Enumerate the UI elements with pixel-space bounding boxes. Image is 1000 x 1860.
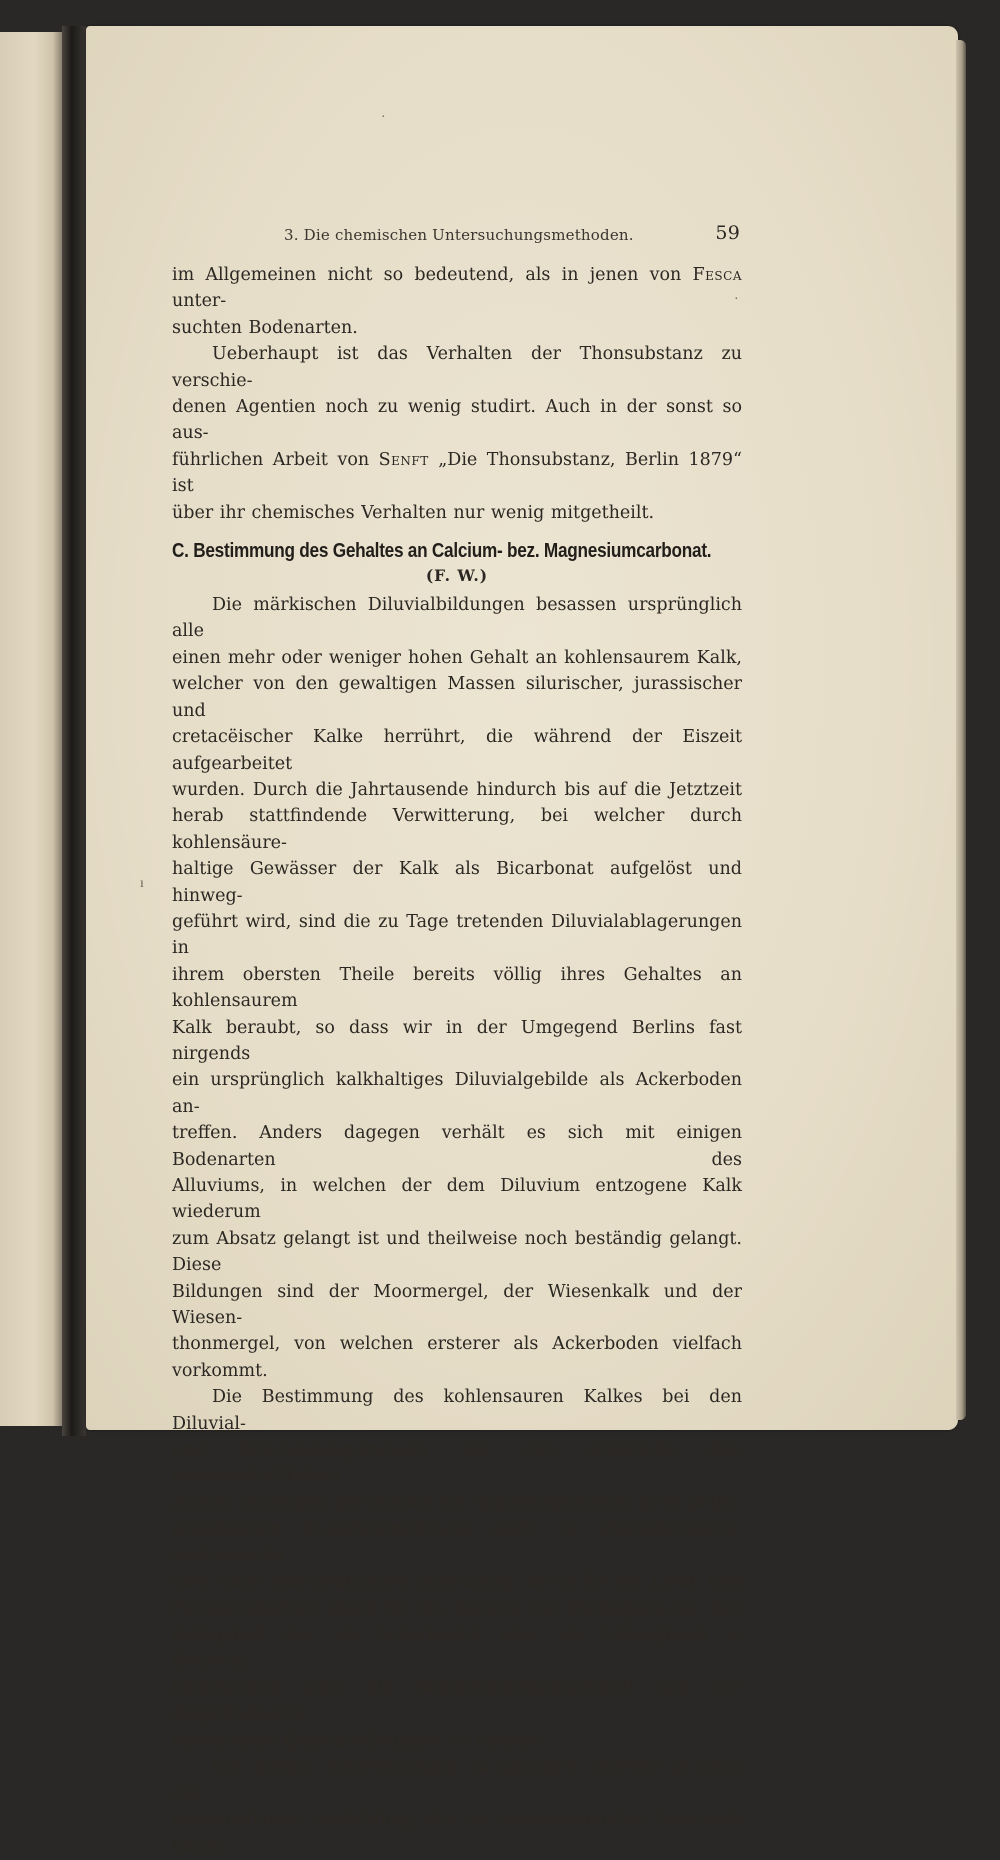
text-line: Bildungen sind der Moormergel, der Wiesenkalk und der Wiesen- xyxy=(172,1281,742,1329)
page-text-block xyxy=(172,222,742,1860)
paper-speck: · xyxy=(734,292,739,307)
text-line: Ueberhaupt ist das Verhalten der Thonsubstanz zu verschie- xyxy=(172,344,742,391)
text-line: Kalkgehalt der als Ackerboden oder als Untergrund in Betracht xyxy=(172,1624,742,1672)
running-head-title: 3. Die chemischen Untersuchungsmethoden. xyxy=(284,226,634,244)
paragraph-5 xyxy=(172,1754,742,1860)
author-name: Senft xyxy=(378,449,429,470)
text-line: Zweck, dieselben als Glieder der Quartärformation ihrer petro- xyxy=(172,1492,742,1513)
text-line: verschiedenen Ausbildung des zu untersuchenden Materials haupt- xyxy=(172,1809,742,1857)
text-line: haltige Gewässer der Kalk als Bicarbonat aufgelöst und hinweg- xyxy=(172,859,742,906)
paragraph-4 xyxy=(172,1384,742,1754)
text-line: suchten Bodenarten. xyxy=(172,317,358,338)
text-line: ein ursprünglich kalkhaltiges Diluvialgebilde als Ackerboden an- xyxy=(172,1070,742,1117)
text-line: cretacëischer Kalke herrührt, die während der Eiszeit aufgearbeitet xyxy=(172,727,742,774)
text-line: graphischen Zusammensetzung nach zu charakterisiren, andererseits xyxy=(172,1519,742,1566)
text-line: verwandten Quartärbildungen zu kennen. xyxy=(172,1730,548,1751)
text-line: treffen. Anders dagegen verhält es sich mit einigen Bodenarten des xyxy=(172,1123,742,1170)
text-line: aber auch eine praktische Bedeutung, da es für die Land- und xyxy=(172,1572,742,1593)
paragraph-3 xyxy=(172,592,742,1384)
text-line: Forstwirthschaft sowie für die Technik von Wichtigkeit ist, den xyxy=(172,1598,742,1619)
paragraph-2 xyxy=(172,341,742,526)
text-line: denen Agentien noch zu wenig studirt. Auch in der sonst so aus- xyxy=(172,397,742,444)
text-line: thonmergel, von welchen ersterer als Ackerboden vielfach vorkommt. xyxy=(172,1334,742,1381)
author-name: Fesca xyxy=(692,265,742,285)
text-line: Die märkischen Diluvialbildungen besassen ursprünglich alle xyxy=(172,595,742,642)
text-line: und Alluvialablagerungen hat nun einerseits den wissenschaftlichen xyxy=(172,1440,742,1487)
text-line: ihrem obersten Theile bereits völlig ihres Gehaltes an kohlensaurem xyxy=(172,964,742,1012)
text-line: geführt wird, sind die zu Tage tretenden Diluvialablagerungen in xyxy=(172,911,742,959)
text-line: Alluviums, in welchen der dem Diluvium entzogene Kalk wiederum xyxy=(172,1176,742,1223)
text-line: kommenden oder als Bodenmeliorationsmittel und zur Ziegelindustrie xyxy=(172,1677,742,1725)
text-line: über ihr chemisches Verhalten nur wenig mitgetheilt. xyxy=(172,502,655,523)
book-gutter xyxy=(62,26,86,1436)
running-head xyxy=(172,222,742,252)
left-page-edge xyxy=(0,32,62,1426)
page-stack-edge xyxy=(956,40,966,1420)
text-line: zum Absatz gelangt ist und theilweise noch beständig gelangt. Diese xyxy=(172,1228,742,1276)
text-line: Die Bestimmung des kohlensauren Kalkes bei den Diluvial- xyxy=(172,1387,742,1434)
paper-speck: · xyxy=(381,110,386,125)
paragraph-1 xyxy=(172,262,742,341)
text-line: Um diesen Anforderungen zu genügen, wurden je nach der xyxy=(172,1756,742,1804)
text-line: einen mehr oder weniger hohen Gehalt an kohlensaurem Kalk, xyxy=(172,647,742,668)
text-line: im Allgemeinen nicht so bedeutend, als in jenen von Fesca unter- xyxy=(172,265,742,312)
text-line: Kalk beraubt, so dass wir in der Umgegend Berlins fast nirgends xyxy=(172,1017,742,1064)
section-byline: (F. W.) xyxy=(425,566,489,586)
text-line: führlichen Arbeit von Senft „Die Thonsubstanz, Berlin 1879“ ist xyxy=(172,449,742,497)
page-number: 59 xyxy=(715,222,740,244)
text-line: herab stattfindende Verwitterung, bei welcher durch kohlensäure- xyxy=(172,806,742,853)
paper-speck: ı xyxy=(140,876,144,891)
text-line: welcher von den gewaltigen Massen silurischer, jurassischer und xyxy=(172,674,742,721)
text-line: wurden. Durch die Jahrtausende hindurch bis auf die Jetztzeit xyxy=(172,779,742,800)
section-heading: C. Bestimmung des Gehaltes an Calcium- bez. Magnesiumcarbonat. xyxy=(172,540,712,563)
